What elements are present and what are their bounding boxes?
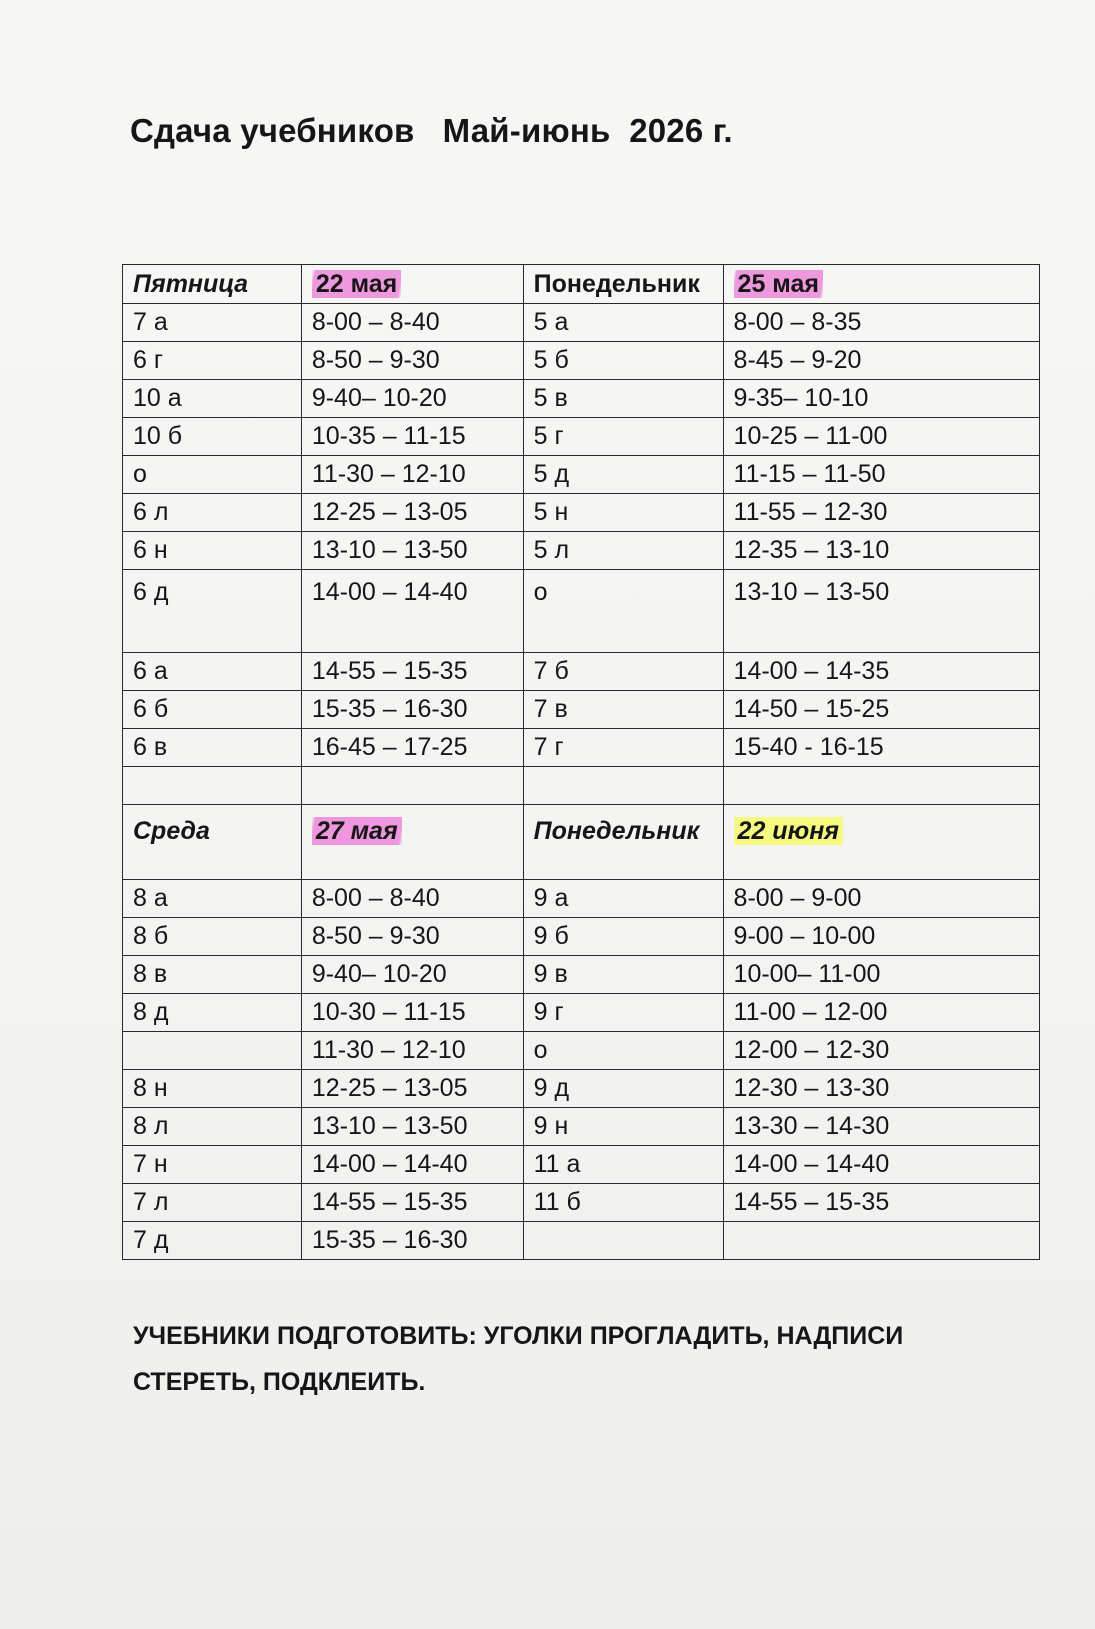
table-header-row	[123, 265, 1040, 304]
time-cell: 9-40– 10-20	[301, 380, 523, 418]
class-cell: 9 г	[523, 994, 723, 1032]
class-cell: 5 г	[523, 418, 723, 456]
class-cell: о	[123, 456, 302, 494]
table-row	[123, 418, 1040, 456]
table-row	[123, 1032, 1040, 1070]
class-cell: 9 н	[523, 1108, 723, 1146]
time-cell: 14-00 – 14-35	[723, 653, 1039, 691]
table-row	[123, 729, 1040, 767]
class-cell: 5 б	[523, 342, 723, 380]
class-cell: 5 л	[523, 532, 723, 570]
date-label: 22 июня	[734, 817, 843, 845]
time-cell: 14-50 – 15-25	[723, 691, 1039, 729]
time-cell: 8-00 – 9-00	[723, 880, 1039, 918]
time-cell: 13-10 – 13-50	[301, 532, 523, 570]
time-cell: 12-00 – 12-30	[723, 1032, 1039, 1070]
time-cell: 11-30 – 12-10	[301, 456, 523, 494]
class-cell: 7 в	[523, 691, 723, 729]
class-cell	[123, 1032, 302, 1070]
class-cell: 7 д	[123, 1222, 302, 1260]
page-title: Сдача учебников Май-июнь 2026 г.	[130, 112, 733, 149]
time-cell: 10-30 – 11-15	[301, 994, 523, 1032]
day-name: Понедельник	[523, 805, 723, 880]
schedule-table	[122, 264, 1040, 1260]
time-cell: 12-30 – 13-30	[723, 1070, 1039, 1108]
class-cell: 9 б	[523, 918, 723, 956]
table-row	[123, 956, 1040, 994]
date-label: 27 мая	[312, 817, 402, 845]
time-cell: 8-00 – 8-40	[301, 304, 523, 342]
class-cell: 11 б	[523, 1184, 723, 1222]
table-row	[123, 380, 1040, 418]
table-row	[123, 880, 1040, 918]
class-cell: 9 в	[523, 956, 723, 994]
time-cell: 13-10 – 13-50	[723, 570, 1039, 653]
time-cell: 11-30 – 12-10	[301, 1032, 523, 1070]
time-cell: 14-55 – 15-35	[723, 1184, 1039, 1222]
date-label-cell	[723, 265, 1039, 304]
class-cell: 10 а	[123, 380, 302, 418]
time-cell	[723, 767, 1039, 805]
class-cell: 6 н	[123, 532, 302, 570]
time-cell: 15-35 – 16-30	[301, 691, 523, 729]
table-row	[123, 304, 1040, 342]
time-cell: 9-00 – 10-00	[723, 918, 1039, 956]
time-cell	[723, 1222, 1039, 1260]
time-cell: 12-25 – 13-05	[301, 1070, 523, 1108]
class-cell: 6 в	[123, 729, 302, 767]
time-cell: 11-15 – 11-50	[723, 456, 1039, 494]
date-label: 22 мая	[312, 270, 401, 298]
class-cell: 6 л	[123, 494, 302, 532]
day-name: Среда	[123, 805, 302, 880]
time-cell: 8-45 – 9-20	[723, 342, 1039, 380]
time-cell: 12-35 – 13-10	[723, 532, 1039, 570]
date-label-cell	[723, 805, 1039, 880]
class-cell: 8 а	[123, 880, 302, 918]
table-row	[123, 532, 1040, 570]
class-cell: 7 б	[523, 653, 723, 691]
table-row	[123, 918, 1040, 956]
class-cell: 5 а	[523, 304, 723, 342]
class-cell: 8 л	[123, 1108, 302, 1146]
class-cell: 5 д	[523, 456, 723, 494]
time-cell: 9-35– 10-10	[723, 380, 1039, 418]
time-cell: 14-00 – 14-40	[301, 570, 523, 653]
class-cell: 6 г	[123, 342, 302, 380]
table-row	[123, 1184, 1040, 1222]
class-cell: 8 в	[123, 956, 302, 994]
class-cell: 5 н	[523, 494, 723, 532]
table-row	[123, 767, 1040, 805]
preparation-note: УЧЕБНИКИ ПОДГОТОВИТЬ: УГОЛКИ ПРОГЛАДИТЬ, НАДПИСИ СТЕРЕТЬ, ПОДКЛЕИТЬ.	[133, 1322, 904, 1396]
day-name: Понедельник	[523, 265, 723, 304]
class-cell: 8 б	[123, 918, 302, 956]
table-row	[123, 494, 1040, 532]
time-cell: 14-55 – 15-35	[301, 653, 523, 691]
class-cell: 9 а	[523, 880, 723, 918]
class-cell: 6 д	[123, 570, 302, 653]
date-label-cell	[301, 265, 523, 304]
table-row	[123, 456, 1040, 494]
table-row	[123, 1146, 1040, 1184]
table-row	[123, 994, 1040, 1032]
class-cell: 5 в	[523, 380, 723, 418]
time-cell: 14-00 – 14-40	[723, 1146, 1039, 1184]
table-row	[123, 1108, 1040, 1146]
day-name: Пятница	[123, 265, 302, 304]
class-cell: 6 б	[123, 691, 302, 729]
time-cell: 13-30 – 14-30	[723, 1108, 1039, 1146]
time-cell: 10-35 – 11-15	[301, 418, 523, 456]
class-cell: 10 б	[123, 418, 302, 456]
class-cell	[523, 1222, 723, 1260]
time-cell: 8-50 – 9-30	[301, 342, 523, 380]
class-cell: 9 д	[523, 1070, 723, 1108]
table-row	[123, 570, 1040, 653]
time-cell: 14-55 – 15-35	[301, 1184, 523, 1222]
time-cell: 13-10 – 13-50	[301, 1108, 523, 1146]
time-cell: 8-00 – 8-40	[301, 880, 523, 918]
class-cell	[123, 767, 302, 805]
table-row	[123, 1222, 1040, 1260]
time-cell: 10-25 – 11-00	[723, 418, 1039, 456]
table-row	[123, 342, 1040, 380]
table-row	[123, 691, 1040, 729]
time-cell: 12-25 – 13-05	[301, 494, 523, 532]
table-header-row	[123, 805, 1040, 880]
class-cell: о	[523, 570, 723, 653]
class-cell: 11 а	[523, 1146, 723, 1184]
time-cell: 8-50 – 9-30	[301, 918, 523, 956]
time-cell: 10-00– 11-00	[723, 956, 1039, 994]
time-cell	[301, 767, 523, 805]
time-cell: 16-45 – 17-25	[301, 729, 523, 767]
time-cell: 11-00 – 12-00	[723, 994, 1039, 1032]
class-cell: о	[523, 1032, 723, 1070]
time-cell: 15-35 – 16-30	[301, 1222, 523, 1260]
class-cell: 7 н	[123, 1146, 302, 1184]
date-label-cell	[301, 805, 523, 880]
table-row	[123, 1070, 1040, 1108]
time-cell: 8-00 – 8-35	[723, 304, 1039, 342]
time-cell: 14-00 – 14-40	[301, 1146, 523, 1184]
class-cell: 6 а	[123, 653, 302, 691]
time-cell: 11-55 – 12-30	[723, 494, 1039, 532]
class-cell: 8 н	[123, 1070, 302, 1108]
time-cell: 9-40– 10-20	[301, 956, 523, 994]
time-cell: 15-40 - 16-15	[723, 729, 1039, 767]
table-row	[123, 653, 1040, 691]
class-cell: 8 д	[123, 994, 302, 1032]
class-cell: 7 а	[123, 304, 302, 342]
class-cell: 7 л	[123, 1184, 302, 1222]
class-cell	[523, 767, 723, 805]
date-label: 25 мая	[734, 270, 823, 298]
class-cell: 7 г	[523, 729, 723, 767]
